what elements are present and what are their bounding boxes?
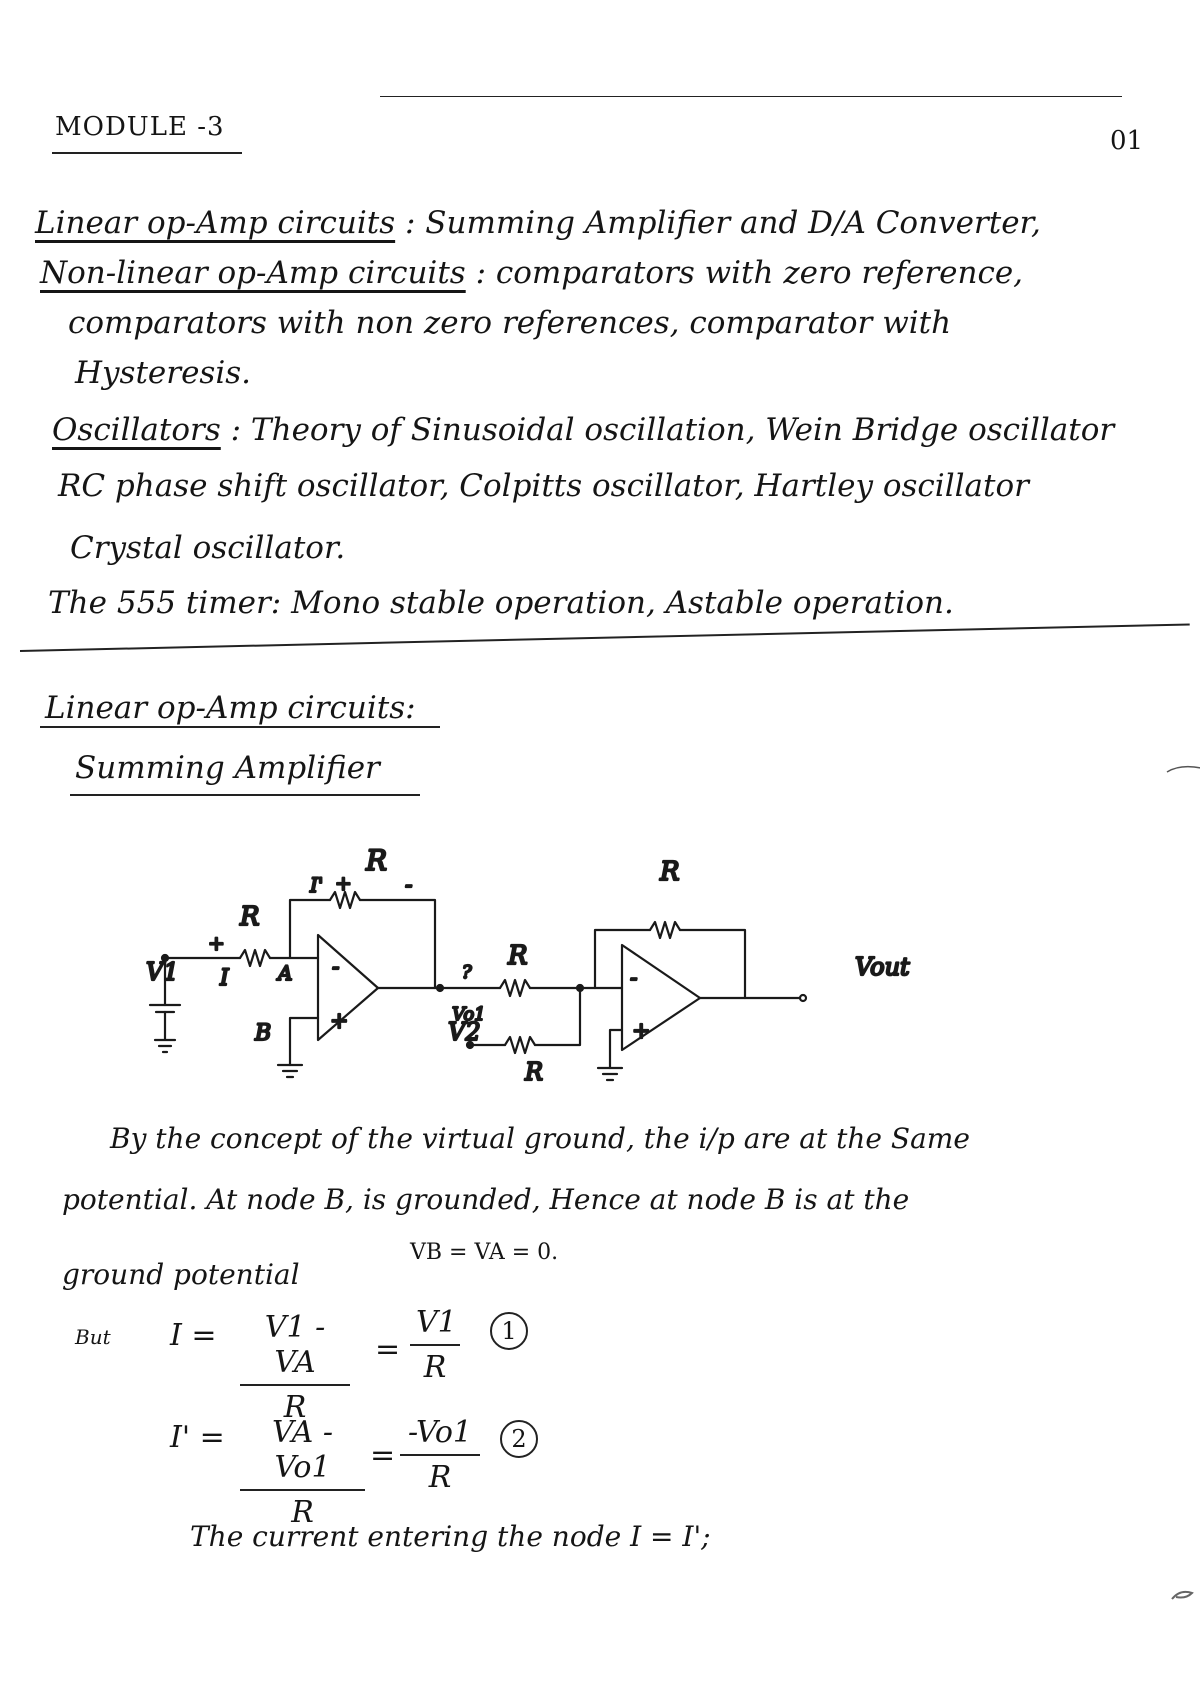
summing-amplifier-circuit	[0, 840, 1200, 1100]
syllabus-line-3: comparators with non zero references, comparator with	[68, 305, 952, 341]
eq1-fraction-2	[410, 1305, 460, 1385]
label-current-i: I	[220, 966, 229, 991]
eq2-den2: R	[428, 1460, 452, 1495]
syllabus-timer: The 555 timer: Mono stable operation, Astable operation.	[48, 585, 954, 621]
vo1-node	[437, 985, 443, 991]
linear-label: Linear op-Amp circuits	[35, 205, 396, 241]
vout-terminal	[800, 995, 806, 1001]
label-opamp1-minus: -	[332, 955, 340, 980]
section-heading: Linear op-Amp circuits:	[45, 690, 416, 726]
eq2-fraction-1	[240, 1415, 365, 1530]
eq2-equals: =	[370, 1438, 396, 1473]
eq1-num: V1 - VA	[240, 1310, 350, 1386]
eq2-num2: -Vo1	[400, 1415, 480, 1456]
eq2-tag	[500, 1420, 538, 1458]
final-line: The current entering the node I = I';	[190, 1520, 711, 1553]
page-mark-icon	[1165, 760, 1200, 780]
explanation-line-3: ground potential	[62, 1258, 300, 1291]
module-underline	[52, 152, 242, 154]
but-label: But	[75, 1325, 111, 1349]
nonlinear-topics: : comparators with zero reference,	[475, 255, 1024, 291]
eq2-den: R	[291, 1495, 314, 1530]
label-r-input1: R	[240, 902, 260, 932]
explanation-line-1: By the concept of the virtual ground, the i/p are at the Same	[110, 1122, 970, 1155]
eq2-fraction-2	[400, 1415, 480, 1495]
eq1-num2: V1	[410, 1305, 460, 1346]
section-heading-underline	[40, 726, 440, 728]
syllabus-oscillators-3: Crystal oscillator.	[70, 530, 346, 566]
label-r-input2: R	[525, 1058, 544, 1086]
nonlinear-label: Non-linear op-Amp circuits	[40, 255, 466, 291]
label-opamp2-minus: -	[630, 966, 638, 991]
oscillators-label: Oscillators	[52, 412, 221, 448]
eq2-lhs: I' =	[170, 1420, 225, 1455]
label-r-mid: R	[508, 941, 528, 971]
label-vo1: Vo1	[452, 1004, 486, 1025]
label-r-feedback2: R	[660, 857, 680, 887]
top-rule	[380, 96, 1122, 97]
syllabus-oscillators	[52, 412, 1114, 448]
vb-va-zero: VB = VA = 0.	[410, 1240, 559, 1265]
oscillators-topics: : Theory of Sinusoidal oscillation, Wein Bridge oscillator	[230, 412, 1115, 448]
explanation-line-2: potential. At node B, is grounded, Hence at node B is at the	[62, 1183, 910, 1216]
eq1-lhs: I =	[170, 1318, 217, 1353]
section-subheading-underline	[70, 794, 420, 796]
eq1-den2: R	[423, 1350, 447, 1385]
syllabus-oscillators-2: RC phase shift oscillator, Colpitts oscillator, Hartley oscillator	[58, 468, 1029, 504]
label-v1: V1	[146, 958, 179, 986]
r-mid-resistor	[500, 980, 530, 996]
syllabus-line-4: Hysteresis.	[75, 355, 252, 391]
label-plus-1: +	[335, 871, 352, 895]
label-minus-1: -	[405, 873, 413, 898]
section-subheading: Summing Amplifier	[75, 750, 380, 786]
label-node-a: A	[278, 961, 293, 985]
syllabus-line-1	[35, 205, 1041, 241]
eq2-num: VA - Vo1	[240, 1415, 365, 1491]
label-opamp2-plus: +	[632, 1019, 651, 1044]
linear-topics: : Summing Amplifier and D/A Converter,	[405, 205, 1041, 241]
eq1-den: R	[283, 1390, 307, 1425]
label-r-feedback1: R	[366, 844, 388, 877]
page-number: 01	[1110, 126, 1144, 156]
r-input2-resistor	[505, 1037, 535, 1053]
eq2-tag-circle: 2	[500, 1420, 538, 1458]
label-node-b: B	[255, 1021, 272, 1046]
eq1-tag	[490, 1312, 528, 1350]
label-plus-2: +	[208, 931, 225, 955]
label-current-i-prime: I'	[310, 873, 324, 897]
syllabus-line-2	[40, 255, 1023, 291]
r-feedback2-resistor	[650, 922, 680, 938]
module-title: MODULE -3	[55, 112, 225, 142]
eq1-fraction-1	[240, 1310, 350, 1425]
label-current-q: ?	[462, 962, 472, 983]
label-vout: Vout	[855, 953, 910, 981]
r-input1-resistor	[240, 950, 270, 966]
eq1-equals: =	[375, 1332, 401, 1367]
label-v2: V2	[448, 1018, 481, 1046]
page-corner-mark-icon	[1168, 1585, 1198, 1605]
eq1-tag-circle: 1	[490, 1312, 528, 1350]
label-opamp1-plus: +	[330, 1009, 349, 1034]
section-divider	[20, 623, 1190, 652]
